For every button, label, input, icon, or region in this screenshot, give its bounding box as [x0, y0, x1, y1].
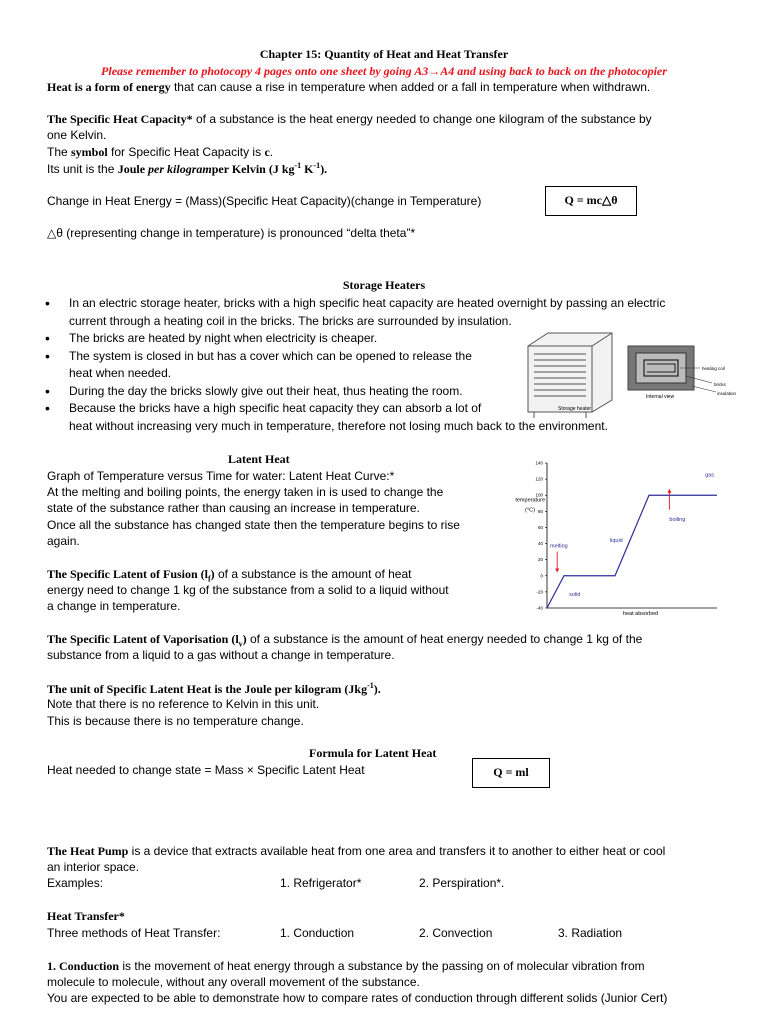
- shc-symbol-pre: The: [47, 145, 72, 159]
- shc-unit-sup2: -1: [313, 161, 321, 170]
- shc-unit-pre: Its unit is the: [47, 162, 118, 176]
- x-axis-label: heat absorbed: [622, 611, 659, 617]
- latent-formula-box: Q = ml: [472, 758, 550, 788]
- latent-formula-text: Heat needed to change state = Mass × Specific Latent Heat: [47, 763, 365, 777]
- y-tick-label: -20: [536, 589, 543, 595]
- y-axis-unit: (°C): [525, 507, 535, 514]
- vap-close: ): [242, 632, 247, 646]
- annotation-liquid: liquid: [609, 537, 623, 544]
- shc-term: The Specific Heat Capacity*: [47, 112, 193, 126]
- shc-unit-line: [47, 161, 327, 178]
- methods-label: Three methods of Heat Transfer:: [47, 926, 221, 940]
- shc-symbol-c: c: [264, 145, 270, 159]
- label-storage-heater: Storage heater: [558, 406, 592, 412]
- vap-term: The Specific Latent of Vaporisation (l: [47, 632, 239, 646]
- fusion-term: The Specific Latent of Fusion (l: [47, 567, 208, 581]
- y-tick-label: 100: [535, 492, 543, 498]
- example-1: 1. Refrigerator*: [280, 876, 362, 890]
- heat-pump-def-1: is a device that extracts available heat from one area and transfers it to another to either heat or cool: [128, 844, 666, 858]
- latent-heading: Latent Heat: [228, 452, 290, 466]
- annotation-gas: gas: [705, 472, 714, 479]
- example-2: 2. Perspiration*.: [419, 876, 505, 890]
- examples-label: Examples:: [47, 876, 104, 890]
- shc-symbol-bold: symbol: [71, 145, 108, 159]
- latent-unit-sup: -1: [367, 681, 374, 690]
- storage-bullet-4: • During the day the bricks slowly give out their heat, thus heating the room.: [45, 383, 745, 401]
- latent-unit-close: ).: [373, 682, 381, 696]
- shc-unit-sup1: -1: [294, 161, 302, 170]
- intro-line: [47, 80, 650, 96]
- annotation-melting: melting: [550, 543, 568, 550]
- shc-symbol-end: .: [269, 145, 274, 159]
- storage-bullet-5: • Because the bricks have a high specific heat capacity they can absorb a lot of heat without increasing very much in temperature, therefore not losing much back to the environment.: [45, 400, 745, 435]
- shc-unit-close: ).: [320, 162, 328, 176]
- y-tick-label: 60: [537, 524, 543, 530]
- storage-bullet-3: • The system is closed in but has a cover which can be opened to release the heat when needed.: [45, 348, 745, 383]
- latent-line-5: again.: [47, 534, 80, 548]
- shc-formula-box: Q = mc△θ: [545, 186, 637, 216]
- shc-formula-text: Change in Heat Energy = (Mass)(Specific Heat Capacity)(change in Temperature): [47, 194, 482, 208]
- latent-heat-chart: [500, 455, 730, 625]
- delta-theta-note: △θ (representing change in temperature) is pronounced “delta theta”*: [47, 226, 416, 240]
- annotation-solid: solid: [569, 591, 581, 598]
- conduction-line-3: You are expected to be able to demonstrate how to compare rates of conduction through different solids (Junior Cert): [47, 991, 668, 1005]
- conduction-line-2: molecule to molecule, without any overall movement of the substance.: [47, 975, 420, 989]
- melting-arrowhead: [555, 569, 559, 573]
- shc-definition: [47, 112, 652, 128]
- y-tick-label: 120: [535, 476, 543, 482]
- latent-line-2: At the melting and boiling points, the energy taken in is used to change the: [47, 485, 444, 499]
- vap-sub: v: [238, 639, 243, 649]
- heat-transfer-heading: Heat Transfer*: [47, 909, 125, 923]
- fusion-def-1: of a substance is the amount of heat: [214, 567, 412, 581]
- shc-def-1: of a substance is the heat energy needed to change one kilogram of the substance by: [192, 112, 652, 126]
- y-tick-label: 140: [535, 460, 543, 466]
- heat-pump-line-2: an interior space.: [47, 860, 140, 874]
- latent-line-4: Once all the substance has changed state then the temperature begins to rise: [47, 518, 460, 532]
- y-tick-label: 40: [537, 541, 543, 547]
- intro-bold: Heat is a form of energy: [47, 80, 171, 94]
- latent-unit-line: [47, 681, 381, 698]
- y-tick-label: -40: [536, 605, 543, 611]
- conduction-line-1: [47, 959, 645, 975]
- y-axis-label: temperature: [515, 497, 545, 504]
- page-title: Chapter 15: Quantity of Heat and Heat Transfer: [259, 47, 509, 61]
- vap-def-1: of a substance is the amount of heat energy needed to change 1 kg of the: [246, 632, 643, 646]
- label-bricks: bricks: [714, 382, 726, 387]
- vap-line-2: substance from a liquid to a gas without a change in temperature.: [47, 648, 395, 662]
- y-tick-label: 20: [537, 557, 543, 563]
- heat-pump-line-1: [47, 844, 665, 860]
- latent-note-2: This is because there is no temperature change.: [47, 714, 304, 728]
- method-3: 3. Radiation: [558, 926, 623, 940]
- y-tick-label: 80: [537, 508, 543, 514]
- shc-symbol-line: [47, 145, 273, 161]
- fusion-sub: f: [208, 574, 211, 584]
- method-1: 1. Conduction: [280, 926, 355, 940]
- storage-heading: Storage Heaters: [342, 278, 426, 292]
- label-insulation: insulation: [717, 391, 737, 396]
- annotation-boiling: boiling: [669, 517, 686, 523]
- shc-def-2: one Kelvin.: [47, 128, 107, 142]
- shc-symbol-mid: for Specific Heat Capacity is: [107, 145, 265, 159]
- boiling-arrowhead: [667, 489, 671, 493]
- storage-bullet-1: • In an electric storage heater, bricks with a high specific heat capacity are heated overnight by passing an electric current through a heating coil in the bricks. The bricks are surrounded by insulation.: [45, 295, 745, 330]
- fusion-line-2: energy need to change 1 kg of the substance from a solid to a liquid without: [47, 583, 449, 597]
- conduction-term: 1. Conduction: [47, 959, 120, 973]
- fusion-line-3: a change in temperature.: [47, 599, 181, 613]
- label-heating-coil: heating coil: [702, 366, 725, 371]
- latent-line-3: state of the substance rather than causing an increase in temperature.: [47, 501, 420, 515]
- method-2: 2. Convection: [419, 926, 493, 940]
- shc-unit-rest: per Kelvin (J kg: [211, 162, 295, 176]
- heat-pump-term: The Heat Pump: [47, 844, 129, 858]
- latent-note-1: Note that there is no reference to Kelvin in this unit.: [47, 697, 320, 711]
- fusion-close: ): [210, 567, 215, 581]
- y-tick-label: 0: [540, 573, 543, 579]
- latent-line-1: Graph of Temperature versus Time for water: Latent Heat Curve:*: [47, 469, 395, 483]
- conduction-def-1: is the movement of heat energy through a substance by the passing on of molecular vibration from: [119, 959, 645, 973]
- shc-unit-perkg: per kilogram: [148, 162, 212, 176]
- label-internal-view: Internal view: [646, 394, 675, 400]
- shc-unit-joule: Joule: [117, 162, 149, 176]
- latent-formula-heading: Formula for Latent Heat: [309, 746, 437, 760]
- photocopy-note: Please remember to photocopy 4 pages onto one sheet by going A3→A4 and using back to back on the photocopier: [101, 64, 667, 78]
- intro-rest: that can cause a rise in temperature when added or a fall in temperature when withdrawn.: [170, 80, 651, 94]
- latent-unit-pre: The unit of Specific Latent Heat is the Joule per kilogram (Jkg: [47, 682, 368, 696]
- storage-heater-illustration: [520, 328, 760, 423]
- storage-bullet-2: • The bricks are heated by night when electricity is cheaper.: [45, 330, 745, 348]
- shc-unit-k: K: [301, 162, 314, 176]
